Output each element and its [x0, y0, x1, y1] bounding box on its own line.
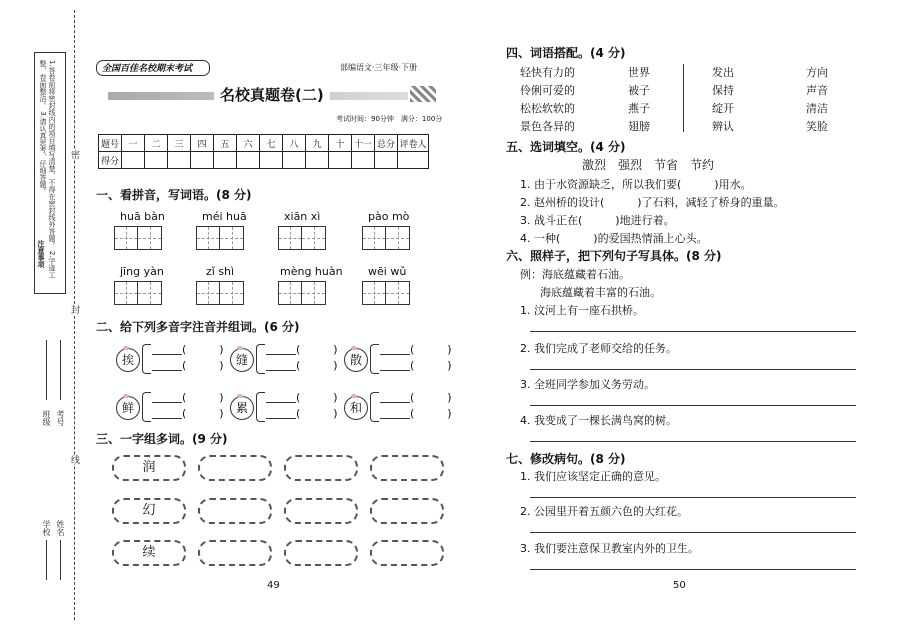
writing-grid[interactable]	[362, 281, 410, 305]
word-blank[interactable]	[380, 402, 410, 403]
pinyin-paren[interactable]: ( )	[182, 343, 224, 356]
score-cell: 四	[191, 135, 214, 152]
word-blank[interactable]	[152, 402, 182, 403]
correct-item-3: 3. 我们要注意保卫教室内外的卫生。	[520, 542, 699, 555]
score-table-score-row	[99, 152, 429, 169]
writing-grid[interactable]	[362, 226, 410, 250]
polyphone-char: 散	[344, 348, 368, 372]
word-frame-blank[interactable]	[198, 498, 272, 524]
rewrite-item-1: 1. 汶河上有一座石拱桥。	[520, 304, 644, 317]
match-word[interactable]: 被子	[628, 84, 650, 97]
section7-title: 七、修改病句。(8 分)	[506, 452, 626, 466]
example-line-2: 海底蕴藏着丰富的石油。	[540, 286, 661, 299]
brace	[142, 344, 151, 374]
writing-grid[interactable]	[278, 226, 326, 250]
score-cell: 八	[283, 135, 306, 152]
word-blank[interactable]	[152, 354, 182, 355]
score-input[interactable]	[214, 152, 237, 169]
school-label: 学校	[42, 520, 51, 536]
match-word[interactable]: 翅膀	[628, 120, 650, 133]
pinyin-paren[interactable]: ( )	[410, 359, 452, 372]
match-word[interactable]: 轻快有力的	[520, 66, 575, 79]
pinyin-6: zǐ shì	[206, 265, 235, 278]
word-blank[interactable]	[266, 370, 296, 371]
seal-char-2: 封	[69, 305, 79, 314]
match-word[interactable]: 发出	[712, 66, 734, 79]
score-cell: 十一	[352, 135, 375, 152]
seal-char-3: 线	[69, 455, 79, 464]
match-word[interactable]: 世界	[628, 66, 650, 79]
pinyin-4: pào mò	[368, 210, 410, 223]
score-cell: 九	[306, 135, 329, 152]
word-blank[interactable]	[266, 418, 296, 419]
match-word[interactable]: 清洁	[806, 102, 828, 115]
word-blank[interactable]	[152, 370, 182, 371]
match-word[interactable]: 燕子	[628, 102, 650, 115]
answer-line[interactable]	[530, 569, 856, 570]
word-frame-char: 润	[112, 455, 186, 481]
word-frame-blank[interactable]	[370, 540, 444, 566]
answer-line[interactable]	[530, 532, 856, 533]
name-label: 姓名	[56, 520, 65, 536]
polyphone-char: 缝	[230, 348, 254, 372]
score-input[interactable]	[352, 152, 375, 169]
writing-grid[interactable]	[114, 281, 162, 305]
score-cell: 七	[260, 135, 283, 152]
score-input[interactable]	[168, 152, 191, 169]
score-cell: 三	[168, 135, 191, 152]
writing-grid[interactable]	[196, 281, 244, 305]
page-number-right: 50	[673, 580, 686, 591]
seal-char-1: 密	[69, 150, 79, 159]
score-input[interactable]	[191, 152, 214, 169]
score-input[interactable]	[122, 152, 145, 169]
match-word[interactable]: 辨认	[712, 120, 734, 133]
pinyin-paren[interactable]: ( )	[296, 359, 338, 372]
pinyin-2: méi huā	[202, 210, 247, 223]
brace	[142, 392, 151, 422]
match-word[interactable]: 绽开	[712, 102, 734, 115]
section3-title: 三、一字组多词。(9 分)	[96, 432, 228, 446]
score-cell: 一	[122, 135, 145, 152]
score-input[interactable]	[145, 152, 168, 169]
word-frame-blank[interactable]	[284, 540, 358, 566]
word-frame-char: 幻	[112, 498, 186, 524]
section5-title: 五、选词填空。(4 分)	[506, 140, 626, 154]
score-cell: 二	[145, 135, 168, 152]
notes-label: 注意事项	[37, 240, 45, 268]
pinyin-paren[interactable]: ( )	[410, 407, 452, 420]
word-frame-blank[interactable]	[198, 540, 272, 566]
fill-item-1: 1. 由于水资源缺乏，所以我们要( )用水。	[520, 178, 752, 191]
word-blank[interactable]	[266, 354, 296, 355]
word-blank[interactable]	[152, 418, 182, 419]
match-word[interactable]: 松松软软的	[520, 102, 575, 115]
match-word[interactable]: 声音	[806, 84, 828, 97]
school-field[interactable]	[46, 540, 47, 580]
answer-line[interactable]	[530, 497, 856, 498]
pinyin-paren[interactable]: ( )	[296, 343, 338, 356]
brace	[256, 344, 265, 374]
section2-title: 二、给下列多音字注音并组词。(6 分)	[96, 320, 300, 334]
score-cell: 六	[237, 135, 260, 152]
score-cell: 总分	[375, 135, 398, 152]
rewrite-item-2: 2. 我们完成了老师交给的任务。	[520, 342, 677, 355]
word-frame-blank[interactable]	[284, 498, 358, 524]
match-word[interactable]: 方向	[806, 66, 828, 79]
score-table-header-row	[99, 135, 429, 152]
score-input[interactable]	[283, 152, 306, 169]
polyphone-char: 鲜	[116, 396, 140, 420]
word-blank[interactable]	[380, 354, 410, 355]
pinyin-paren[interactable]: ( )	[182, 391, 224, 404]
match-word[interactable]: 伶俐可爱的	[520, 84, 575, 97]
pinyin-paren[interactable]: ( )	[296, 407, 338, 420]
exam-no-field[interactable]	[60, 340, 61, 400]
pinyin-paren[interactable]: ( )	[410, 343, 452, 356]
answer-line[interactable]	[530, 405, 856, 406]
matching-divider	[683, 64, 684, 132]
section6-title: 六、照样子，把下列句子写具体。(8 分)	[506, 249, 722, 263]
fill-item-3: 3. 战斗正在( )地进行着。	[520, 214, 675, 227]
word-frame-blank[interactable]	[370, 498, 444, 524]
time-score: 考试时间：90分钟 满分：100分	[336, 115, 443, 123]
pinyin-paren[interactable]: ( )	[410, 391, 452, 404]
rewrite-item-4: 4. 我变成了一棵长满鸟窝的树。	[520, 414, 677, 427]
answer-line[interactable]	[530, 369, 856, 370]
word-frame-char: 续	[112, 540, 186, 566]
polyphone-char: 和	[344, 396, 368, 420]
edition-text: 部编语文·三年级·下册	[340, 63, 418, 72]
score-input[interactable]	[375, 152, 398, 169]
seal-line	[74, 10, 75, 620]
pinyin-5: jīng yàn	[120, 265, 164, 278]
word-frame-blank[interactable]	[284, 455, 358, 481]
writing-grid[interactable]	[114, 226, 162, 250]
exam-no-label: 考号	[56, 410, 65, 426]
section4-title: 四、词语搭配。(4 分)	[506, 46, 626, 60]
writing-grid[interactable]	[278, 281, 326, 305]
correct-item-1: 1. 我们应该坚定正确的意见。	[520, 470, 666, 483]
pinyin-paren[interactable]: ( )	[182, 359, 224, 372]
answer-line[interactable]	[530, 441, 856, 442]
example-line-1: 例：海底蕴藏着石油。	[520, 268, 630, 281]
pinyin-paren[interactable]: ( )	[296, 391, 338, 404]
title-checker	[410, 86, 436, 102]
score-row-label: 得分	[99, 152, 122, 169]
notes-text: 1.答卷前将密封线内的项目填写清楚，不得在密封线外答题。 2.字迹工整，卷面整洁。 3.请认真思考，仔细答题。	[39, 60, 56, 279]
fill-item-4: 4. 一种( )的爱国热情涌上心头。	[520, 232, 708, 245]
fill-item-2: 2. 赵州桥的设计( )了石料，减轻了桥身的重量。	[520, 196, 785, 209]
score-cell: 十	[329, 135, 352, 152]
brace	[370, 344, 379, 374]
brace	[370, 392, 379, 422]
brace	[256, 392, 265, 422]
score-cell: 题号	[99, 135, 122, 152]
page-number-left: 49	[267, 580, 280, 591]
pinyin-paren[interactable]: ( )	[182, 407, 224, 420]
score-table	[98, 134, 429, 169]
score-input[interactable]	[237, 152, 260, 169]
word-blank[interactable]	[266, 402, 296, 403]
match-word[interactable]: 保持	[712, 84, 734, 97]
word-frame-blank[interactable]	[370, 455, 444, 481]
score-cell: 评卷人	[398, 135, 429, 152]
match-word[interactable]: 景色各异的	[520, 120, 575, 133]
polyphone-char: 累	[230, 396, 254, 420]
score-input[interactable]	[329, 152, 352, 169]
word-blank[interactable]	[380, 418, 410, 419]
score-input[interactable]	[306, 152, 329, 169]
word-blank[interactable]	[380, 370, 410, 371]
score-input[interactable]	[398, 152, 429, 169]
pinyin-3: xiān xì	[284, 210, 321, 223]
section1-title: 一、看拼音，写词语。(8 分)	[96, 188, 252, 202]
answer-line[interactable]	[530, 331, 856, 332]
polyphone-char: 挨	[116, 348, 140, 372]
class-field[interactable]	[46, 340, 47, 400]
word-bank: 激烈 强烈 节省 节约	[582, 158, 715, 172]
page-title: 名校真题卷(二)	[214, 84, 330, 105]
series-text: 全国百佳名校期末考试	[102, 64, 193, 74]
name-field[interactable]	[60, 540, 61, 580]
correct-item-2: 2. 公园里开着五颜六色的大红花。	[520, 505, 688, 518]
word-frame-blank[interactable]	[198, 455, 272, 481]
class-label: 班级	[42, 410, 51, 426]
pinyin-8: wēi wǔ	[368, 265, 407, 278]
writing-grid[interactable]	[196, 226, 244, 250]
score-input[interactable]	[260, 152, 283, 169]
match-word[interactable]: 笑脸	[806, 120, 828, 133]
pinyin-7: mèng huàn	[280, 265, 343, 278]
pinyin-1: huā bàn	[120, 210, 165, 223]
score-cell: 五	[214, 135, 237, 152]
rewrite-item-3: 3. 全班同学参加义务劳动。	[520, 378, 655, 391]
